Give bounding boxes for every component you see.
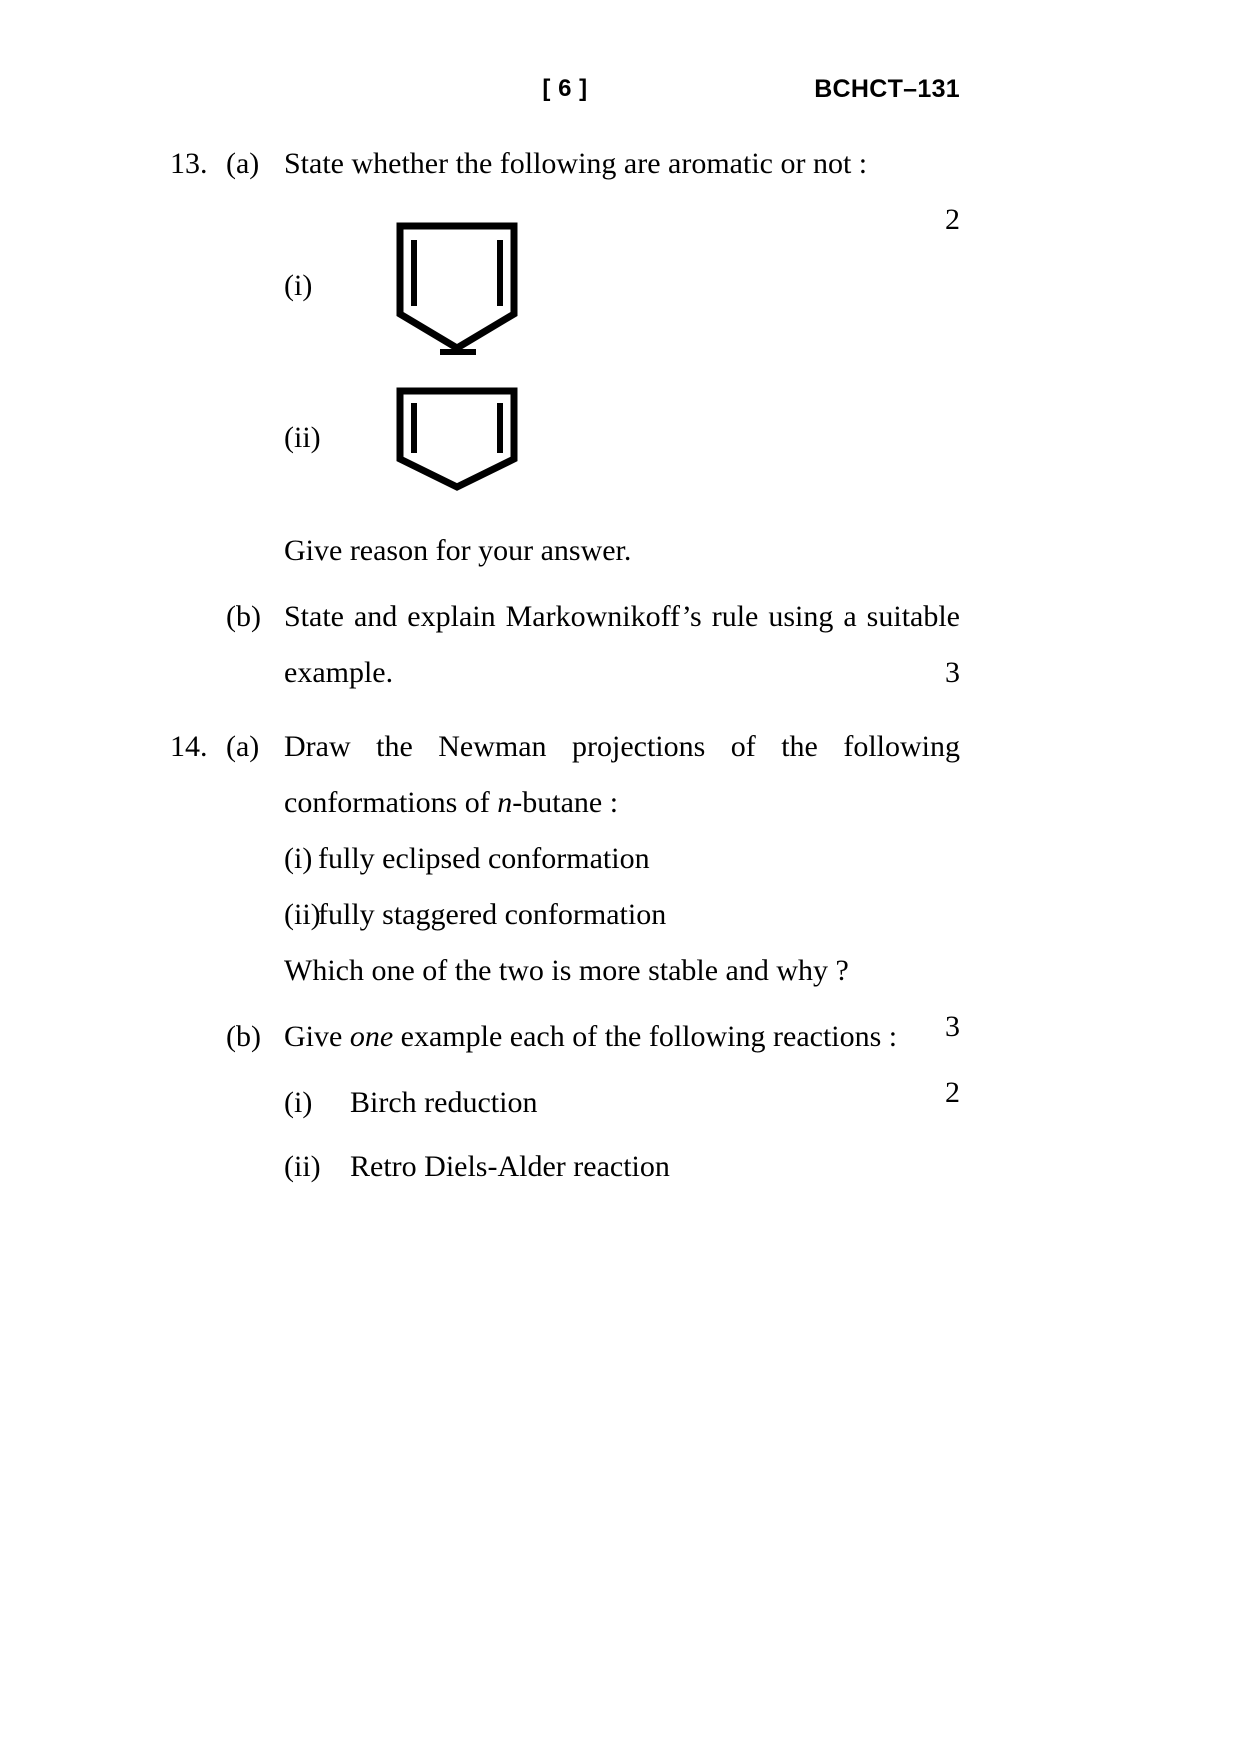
structure-row-ii [170, 383, 960, 493]
question-13b-marks: 3 [945, 656, 960, 689]
question-14a-marks: 3 [945, 1010, 960, 1043]
question-14b-item-1-text: Birch reduction [350, 1086, 538, 1119]
question-13a-text: State whether the following are aromatic or not : [284, 147, 868, 180]
question-14b-text-pre: Give [284, 1020, 350, 1053]
question-14b-item-2 [284, 1139, 960, 1195]
question-14a-item-1-text: fully eclipsed conformation [318, 842, 650, 875]
question-14a-text [284, 719, 960, 831]
structure-row-i [170, 218, 960, 369]
question-13a [170, 136, 960, 236]
question-14b-text-italic: one [349, 1020, 394, 1053]
question-14b-text-post: example each of the following reactions : [393, 1020, 898, 1053]
give-reason-text: Give reason for your answer. [284, 534, 632, 567]
question-14a-followup: Which one of the two is more stable and why ? [284, 954, 849, 987]
paper-code: BCHCT–131 [814, 75, 960, 103]
question-14b-label: (b) [226, 1020, 261, 1053]
question-14b-marks: 2 [945, 1076, 960, 1109]
question-14a-text-pre: Draw the Newman projections of the following conformations of [284, 730, 960, 819]
question-14b-item-2-text: Retro Diels-Alder reaction [350, 1150, 670, 1183]
question-14a-text-post: -butane : [512, 786, 619, 819]
question-14b-item-1 [284, 1075, 960, 1131]
structure-i-label: (i) [284, 268, 313, 302]
question-14a-item-1 [284, 831, 960, 887]
question-14a-item-2-label: (ii) [284, 898, 321, 931]
question-14-number: 14. [170, 730, 208, 763]
question-body [170, 136, 960, 1195]
page-header [170, 74, 960, 108]
cyclopentadiene-ring-icon [382, 383, 532, 493]
question-13a-label: (a) [226, 147, 260, 180]
question-13a-followup [170, 523, 960, 579]
question-14a-label: (a) [226, 730, 260, 763]
question-13b-text: State and explain Markownikoff’s rule using a suitable example. [284, 600, 960, 689]
question-14b-item-1-label: (i) [284, 1086, 313, 1119]
question-13a-marks: 2 [945, 203, 960, 236]
question-13b-label: (b) [226, 600, 261, 633]
structure-ii-label: (ii) [284, 421, 321, 454]
page-number: [ 6 ] [542, 75, 588, 102]
question-14b-text [284, 1009, 960, 1065]
question-14a-item-1-label: (i) [284, 842, 313, 875]
question-14b [170, 1009, 960, 1195]
question-13b [170, 589, 960, 701]
negative-charge-sign [440, 349, 476, 355]
question-13-number: 13. [170, 147, 208, 180]
question-14a-item-2 [284, 887, 960, 943]
cyclopentadienyl-anion-icon [382, 218, 532, 353]
question-14a-item-2-text: fully staggered conformation [318, 898, 667, 931]
question-14b-item-2-label: (ii) [284, 1150, 321, 1183]
question-14a-text-italic: n [497, 786, 513, 819]
